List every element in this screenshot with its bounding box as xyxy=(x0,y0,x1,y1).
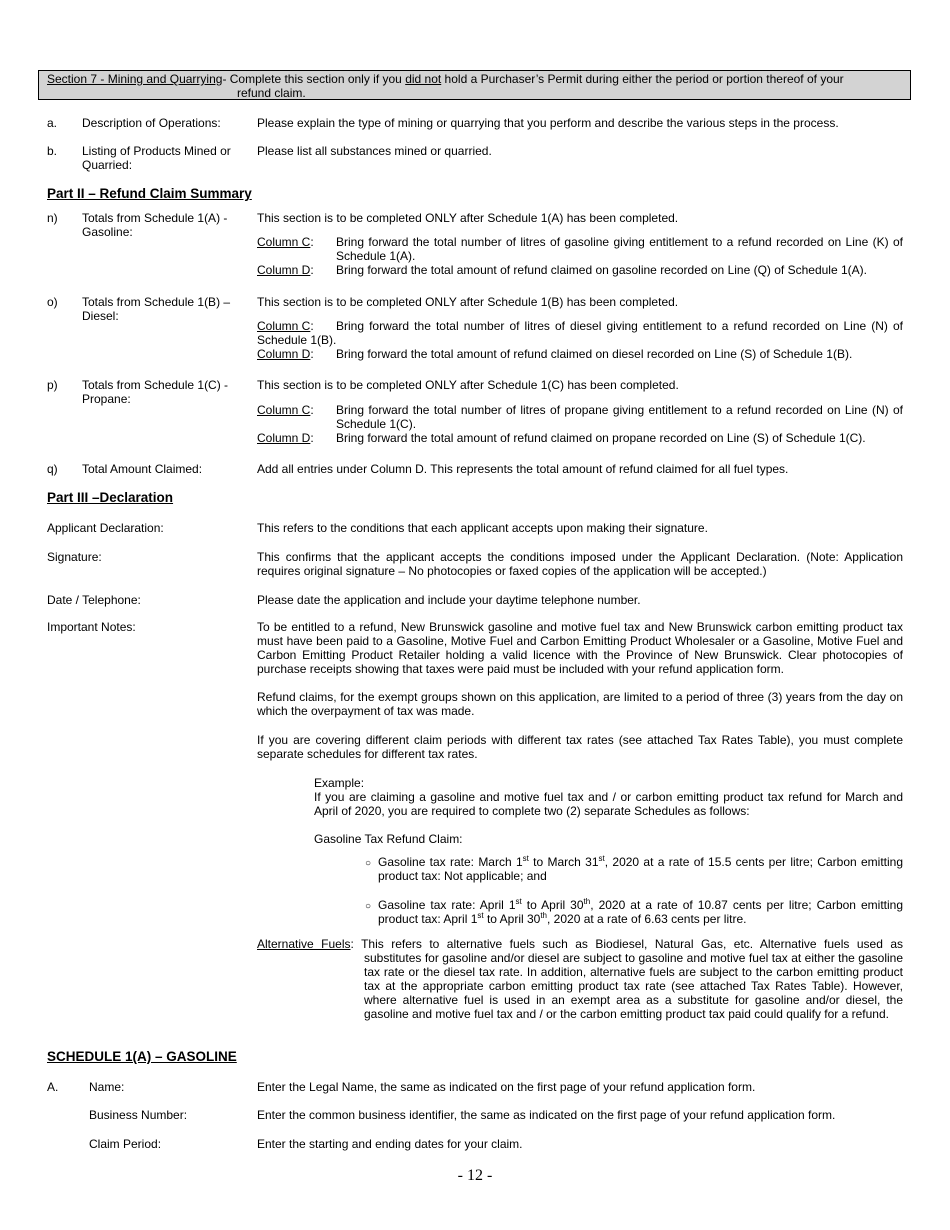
item-n-column-d-label: Column D: xyxy=(257,263,314,277)
item-b-marker: b. xyxy=(47,144,58,158)
item-q-text: Add all entries under Column D. This represents the total amount of refund claimed for all fuel types. xyxy=(257,462,789,476)
item-n-column-d-text: Bring forward the total amount of refund claimed on gasoline recorded on Line (Q) of Schedule 1(A). xyxy=(336,263,867,277)
item-n-marker: n) xyxy=(47,211,58,225)
item-p-label: Totals from Schedule 1(C) - Propane: xyxy=(82,378,229,406)
important-notes-label: Important Notes: xyxy=(47,620,136,634)
schedule-1a-claim-period-text: Enter the starting and ending dates for your claim. xyxy=(257,1137,523,1151)
item-p-column-c-text: Bring forward the total number of litres of propane giving entitlement to a refund recorded on Line (N) of Schedule 1(C). xyxy=(336,403,903,431)
date-telephone-text: Please date the application and include your daytime telephone number. xyxy=(257,593,641,607)
item-p-column-d-text: Bring forward the total amount of refund claimed on propane recorded on Line (S) of Schedule 1(C). xyxy=(336,431,866,445)
page-number: - 12 - xyxy=(457,1167,493,1184)
item-n-label: Totals from Schedule 1(A) - Gasoline: xyxy=(82,211,228,239)
applicant-declaration-text: This refers to the conditions that each applicant accepts upon making their signature. xyxy=(257,521,708,535)
schedule-1a-business-number-text: Enter the common business identifier, the same as indicated on the first page of your refund application form. xyxy=(257,1108,836,1122)
item-n-column-c-text: Bring forward the total number of litres of gasoline giving entitlement to a refund recorded on Line (K) of Schedule 1(A). xyxy=(336,235,903,263)
bullet-2-marker: ○ xyxy=(365,901,372,912)
alternative-fuels-label: Alternative Fuels xyxy=(257,937,351,951)
part-2-heading: Part II – Refund Claim Summary xyxy=(47,186,252,201)
alternative-fuels-text: substitutes for gasoline and/or diesel are subject to gasoline and motive fuel tax at either the gasoline tax rate or the diesel tax rate. In addition, alternative fuels are subject to the carbon emitting product tax at the appropriate carbon emitting product tax rate (see attached Tax Rates Table). However, where alternative fuel is used in an exempt area as a substitute for gasoline and/or diesel, the gasoline and motive fuel tax and / or the carbon emitting product tax paid could qualify for a refund. xyxy=(364,951,903,1021)
important-notes-paragraph-2: Refund claims, for the exempt groups shown on this application, are limited to a period of three (3) years from the day on which the overpayment of tax was made. xyxy=(257,690,903,718)
item-o-column-d-label: Column D: xyxy=(257,347,314,361)
item-p-marker: p) xyxy=(47,378,58,392)
schedule-1a-business-number-label: Business Number: xyxy=(89,1108,188,1122)
section-7-title: Section 7 - Mining and Quarrying xyxy=(47,72,223,86)
section-7-emphasis: did not xyxy=(405,72,442,86)
item-q-marker: q) xyxy=(47,462,58,476)
bullet-1-marker: ○ xyxy=(365,858,372,869)
item-p-column-d-label: Column D: xyxy=(257,431,314,445)
schedule-1a-heading: SCHEDULE 1(A) – GASOLINE xyxy=(47,1049,237,1064)
item-o-column-d-text: Bring forward the total amount of refund claimed on diesel recorded on Line (S) of Schedule 1(B). xyxy=(336,347,853,361)
example-text: If you are claiming a gasoline and motive fuel tax and / or carbon emitting product tax refund for March and April of 2020, you are required to complete two (2) separate Schedules as follows: xyxy=(314,790,903,818)
signature-text: This confirms that the applicant accepts the conditions imposed under the Applicant Declaration. (Note: Application requires original signature – No photocopies or faxed copies of the application will be accepted.) xyxy=(257,550,903,578)
schedule-1a-claim-period-label: Claim Period: xyxy=(89,1137,162,1151)
applicant-declaration-label: Applicant Declaration: xyxy=(47,521,164,535)
item-o-label: Totals from Schedule 1(B) – Diesel: xyxy=(82,295,231,323)
gasoline-tax-refund-claim-label: Gasoline Tax Refund Claim: xyxy=(314,832,463,846)
bullet-1-text: Gasoline tax rate: March 1st to March 31st, 2020 at a rate of 15.5 cents per litre; Carbon emitting product tax: Not applicable; and xyxy=(378,854,903,883)
bullet-2-text: Gasoline tax rate: April 1st to April 30th, 2020 at a rate of 10.87 cents per litre; Carbon emitting product tax: April 1st to April 30th, 2020 at a rate of 6.63 cents per litre. xyxy=(378,897,904,926)
item-a-label: Description of Operations: xyxy=(82,116,221,130)
item-o-marker: o) xyxy=(47,295,58,309)
schedule-1a-name-label: Name: xyxy=(89,1080,125,1094)
item-o-column-c-label: Column C: xyxy=(257,319,314,333)
item-n-column-c-label: Column C: xyxy=(257,235,314,249)
item-a-marker: a. xyxy=(47,116,58,130)
item-n-intro: This section is to be completed ONLY after Schedule 1(A) has been completed. xyxy=(257,211,679,225)
item-o-column-c-text-cont: Schedule 1(B). xyxy=(257,333,337,347)
date-telephone-label: Date / Telephone: xyxy=(47,593,141,607)
part-3-heading: Part III –Declaration xyxy=(47,490,174,505)
item-b-label: Listing of Products Mined or Quarried: xyxy=(82,144,231,172)
alternative-fuels-first-line: Alternative Fuels: This refers to alternative fuels such as Biodiesel, Natural Gas, etc. Alternative fuels used as xyxy=(257,937,904,951)
item-b-text: Please list all substances mined or quarried. xyxy=(257,144,492,158)
schedule-1a-marker: A. xyxy=(47,1080,59,1094)
section-7-banner xyxy=(38,70,911,100)
signature-label: Signature: xyxy=(47,550,102,564)
section-7-line-2: refund claim. xyxy=(237,86,306,100)
important-notes-paragraph-3: If you are covering different claim periods with different tax rates (see attached Tax Rates Table), you must complete separate schedules for different tax rates. xyxy=(257,733,903,761)
schedule-1a-name-text: Enter the Legal Name, the same as indicated on the first page of your refund application form. xyxy=(257,1080,756,1094)
item-o-intro: This section is to be completed ONLY after Schedule 1(B) has been completed. xyxy=(257,295,679,309)
item-q-label: Total Amount Claimed: xyxy=(82,462,203,476)
item-o-column-c-text: Bring forward the total number of litres of diesel giving entitlement to a refund recorded on Line (N) of xyxy=(336,319,903,333)
important-notes-paragraph-1: To be entitled to a refund, New Brunswick gasoline and motive fuel tax and New Brunswick carbon emitting product tax must have been paid to a Gasoline, Motive Fuel and Carbon Emitting Product Wholesaler or a Gasoline, Motive Fuel and Carbon Emitting Product Retailer holding a valid licence with the Province of New Brunswick. Clear photocopies of purchase receipts showing that taxes were paid must be included with your refund application form. xyxy=(257,620,903,676)
item-p-intro: This section is to be completed ONLY after Schedule 1(C) has been completed. xyxy=(257,378,679,392)
section-7-line-1: Section 7 - Mining and Quarrying- Complete this section only if you did not hold a Purchaser’s Permit during either the period or portion thereof of your xyxy=(47,72,844,86)
item-a-text: Please explain the type of mining or quarrying that you perform and describe the various steps in the process. xyxy=(257,116,839,130)
item-p-column-c-label: Column C: xyxy=(257,403,314,417)
example-label: Example: xyxy=(314,776,365,790)
